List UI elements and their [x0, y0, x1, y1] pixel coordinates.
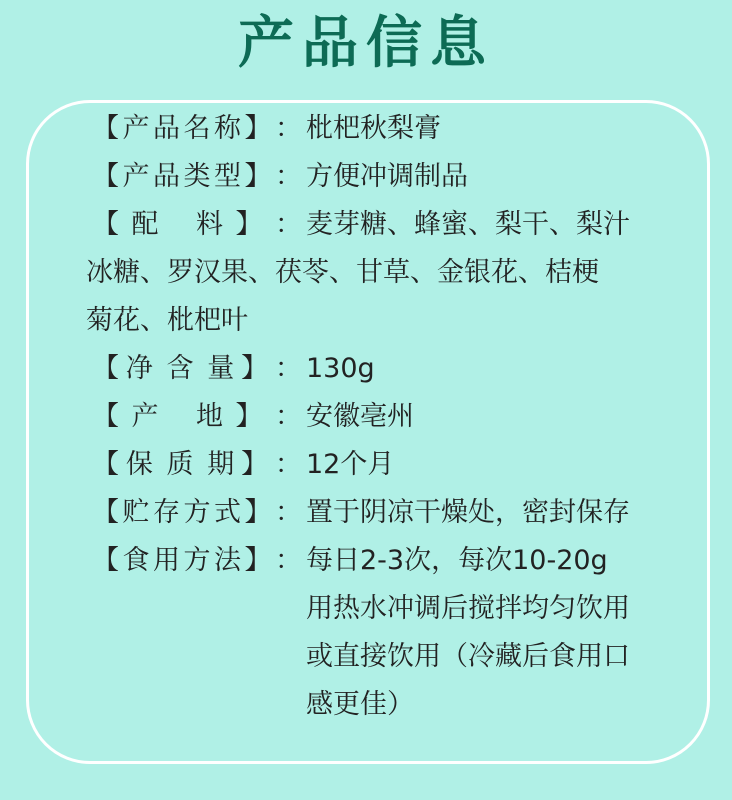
page-title: 产品信息	[238, 11, 494, 76]
origin-label: 【 产 地 】 ：	[92, 401, 302, 432]
net-label: 【 净 含 量 】 ：	[92, 353, 302, 384]
net-value: 130g	[306, 353, 375, 384]
usage-value-line4: 感更佳）	[306, 689, 414, 720]
storage-label: 【 贮 存 方 式 】 ：	[92, 497, 302, 528]
shelf-label: 【 保 质 期 】 ：	[92, 449, 302, 480]
shelf-value: 12个月	[306, 449, 395, 480]
usage-value-line1: 每日2-3次，每次10-20g	[306, 545, 608, 576]
type-value: 方便冲调制品	[306, 161, 468, 192]
ingredients-value-line1: 麦芽糖、蜂蜜、梨干、梨汁	[306, 209, 630, 240]
type-label: 【 产 品 类 型 】 ：	[92, 161, 302, 192]
usage-value-line2: 用热水冲调后搅拌均匀饮用	[306, 593, 630, 624]
name-label: 【 产 品 名 称 】 ：	[92, 113, 302, 144]
ingredients-label: 【 配 料 】 ：	[92, 209, 302, 240]
usage-label: 【 食 用 方 法 】 ：	[92, 545, 302, 576]
ingredients-value-line3: 菊花、枇杷叶	[86, 305, 248, 336]
ingredients-value-line2: 冰糖、罗汉果、茯苓、甘草、金银花、桔梗	[86, 257, 599, 288]
storage-value: 置于阴凉干燥处，密封保存	[306, 497, 630, 528]
usage-value-line3: 或直接饮用（冷藏后食用口	[306, 641, 630, 672]
origin-value: 安徽亳州	[306, 401, 414, 432]
name-value: 枇杷秋梨膏	[306, 113, 441, 144]
